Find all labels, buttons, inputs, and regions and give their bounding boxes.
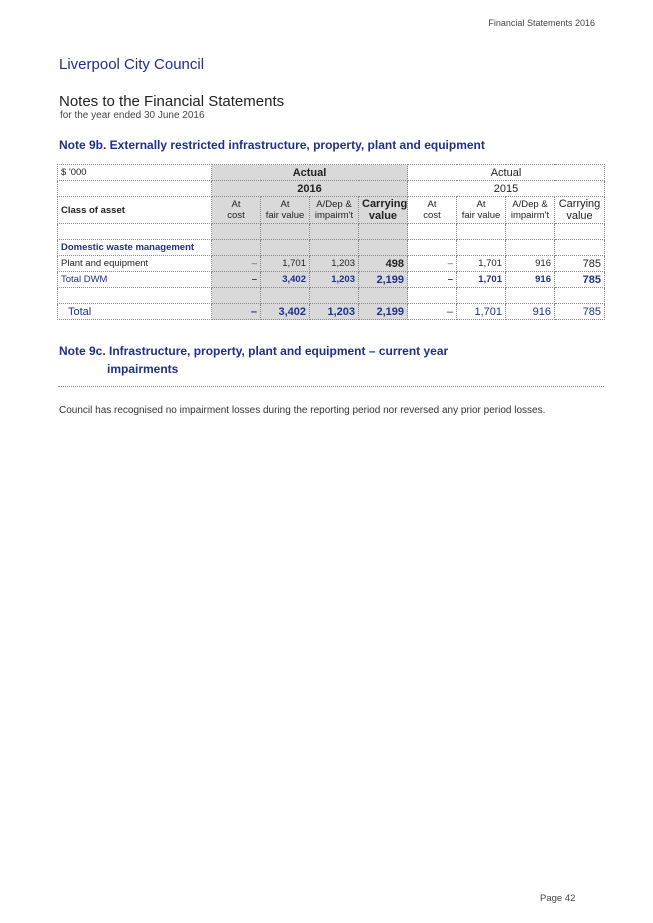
notes-title: Notes to the Financial Statements (59, 93, 285, 110)
col-header-at-fair-value-2016: At fair value (261, 197, 310, 224)
note-9b-title: Note 9b. Externally restricted infrastructure, property, plant and equipment (59, 138, 485, 152)
restricted-assets-table (57, 164, 605, 320)
table-row: Total – 3,402 1,203 2,199 – 1,701 916 785 (58, 304, 605, 320)
note-9c-title: Note 9c. Infrastructure, property, plant and equipment – current year impairments (59, 344, 449, 376)
table-row: Plant and equipment – 1,701 1,203 498 – 1,701 916 785 (58, 256, 605, 272)
class-of-asset-header: Class of asset (58, 197, 212, 224)
col-header-adep-2015: A/Dep & impairm't (506, 197, 555, 224)
col-header-carrying-2015: Carrying value (555, 197, 605, 224)
council-name: Liverpool City Council (59, 56, 205, 73)
col-header-carrying-2016: Carrying value (359, 197, 408, 224)
year-2015-label: 2015 (408, 181, 605, 197)
section-label: Domestic waste management (58, 240, 212, 256)
col-header-at-fair-value-2015: At fair value (457, 197, 506, 224)
units-label: $ '000 (58, 165, 212, 181)
col-header-at-cost-2016: At cost (212, 197, 261, 224)
impairment-statement: Council has recognised no impairment losses during the reporting period nor reversed any prior period losses. (59, 405, 546, 416)
year-2016-label: 2016 (212, 181, 408, 197)
col-header-adep-2016: A/Dep & impairm't (310, 197, 359, 224)
col-header-at-cost-2015: At cost (408, 197, 457, 224)
table-row: Total DWM – 3,402 1,203 2,199 – 1,701 916 785 (58, 272, 605, 288)
actual-2016-label: Actual (212, 165, 408, 181)
page-number: Page 42 (540, 893, 576, 904)
document-header: Financial Statements 2016 (488, 18, 595, 28)
notes-subtitle: for the year ended 30 June 2016 (60, 110, 205, 121)
divider (58, 386, 604, 387)
actual-2015-label: Actual (408, 165, 605, 181)
